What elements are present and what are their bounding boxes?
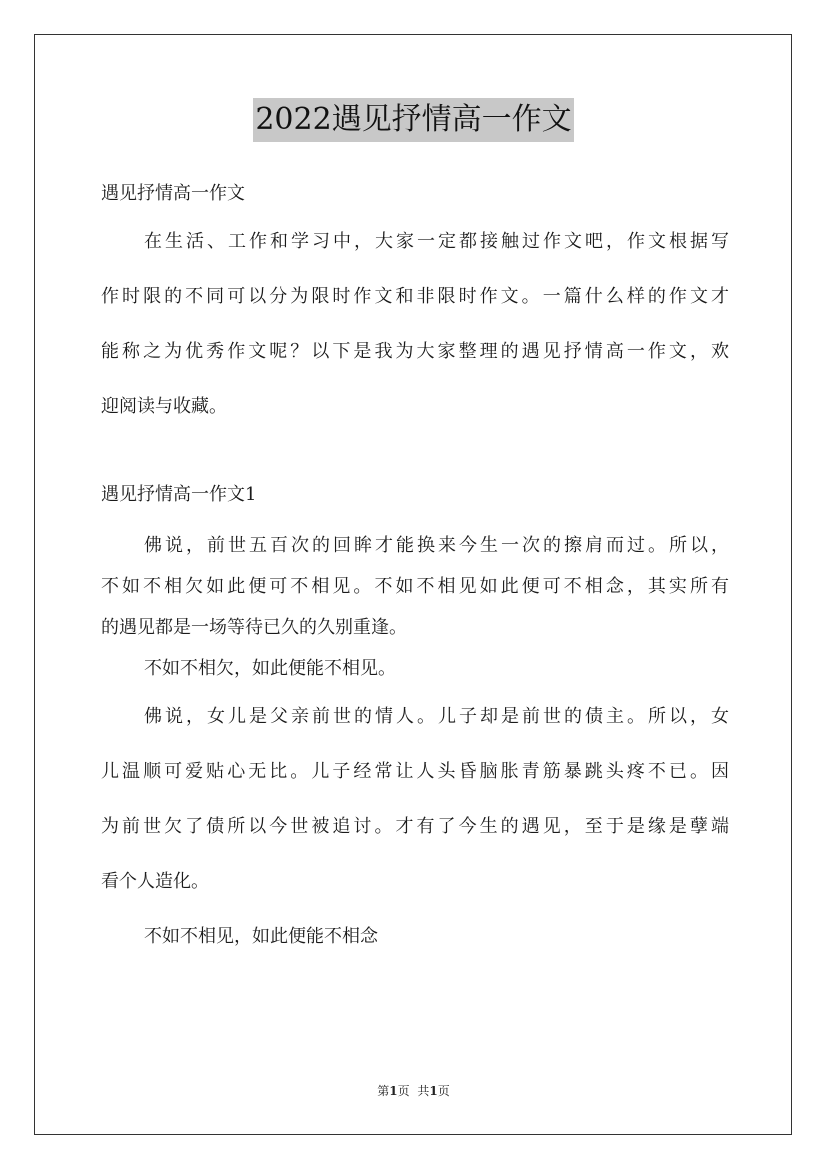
paragraph-line: 不如不相欠如此便可不相见。不如不相见如此便可不相念，其实所有: [101, 576, 729, 597]
paragraph-line: 不如不相见，如此便能不相念: [144, 926, 378, 947]
intro-line: 能称之为优秀作文呢？以下是我为大家整理的遇见抒情高一作文，欢: [101, 341, 729, 362]
document-body: [101, 173, 729, 964]
title-container: [0, 98, 827, 142]
intro-line: 在生活、工作和学习中，大家一定都接触过作文吧，作文根据写: [144, 231, 729, 252]
intro-line: 作时限的不同可以分为限时作文和非限时作文。一篇什么样的作文才: [101, 286, 729, 307]
total-label-prefix: 共: [417, 1084, 430, 1098]
subtitle: 遇见抒情高一作文: [101, 183, 245, 204]
page-footer: [0, 1082, 827, 1099]
total-label-suffix: 页: [437, 1084, 450, 1098]
paragraph-line: 儿温顺可爱贴心无比。儿子经常让人头昏脑胀青筋暴跳头疼不已。因: [101, 761, 729, 782]
page-label-suffix: 页: [397, 1084, 410, 1098]
total-pages: 1: [429, 1084, 438, 1098]
document-title: 2022遇见抒情高一作文: [253, 98, 573, 142]
paragraph-line: 看个人造化。: [101, 871, 209, 892]
page-label-prefix: 第: [377, 1084, 390, 1098]
paragraph-line: 佛说，前世五百次的回眸才能换来今生一次的擦肩而过。所以，: [144, 535, 729, 556]
paragraph-line: 佛说，女儿是父亲前世的情人。儿子却是前世的债主。所以，女: [144, 706, 729, 727]
paragraph-gap: [101, 434, 729, 474]
page-number: 1: [389, 1084, 398, 1098]
intro-line: 迎阅读与收藏。: [101, 396, 227, 417]
paragraph-line: 的遇见都是一场等待已久的久别重逢。: [101, 617, 407, 638]
section-heading: 遇见抒情高一作文1: [101, 484, 257, 505]
paragraph-line: 不如不相欠，如此便能不相见。: [144, 658, 396, 679]
paragraph-line: 为前世欠了债所以今世被追讨。才有了今生的遇见，至于是缘是孽端: [101, 816, 729, 837]
